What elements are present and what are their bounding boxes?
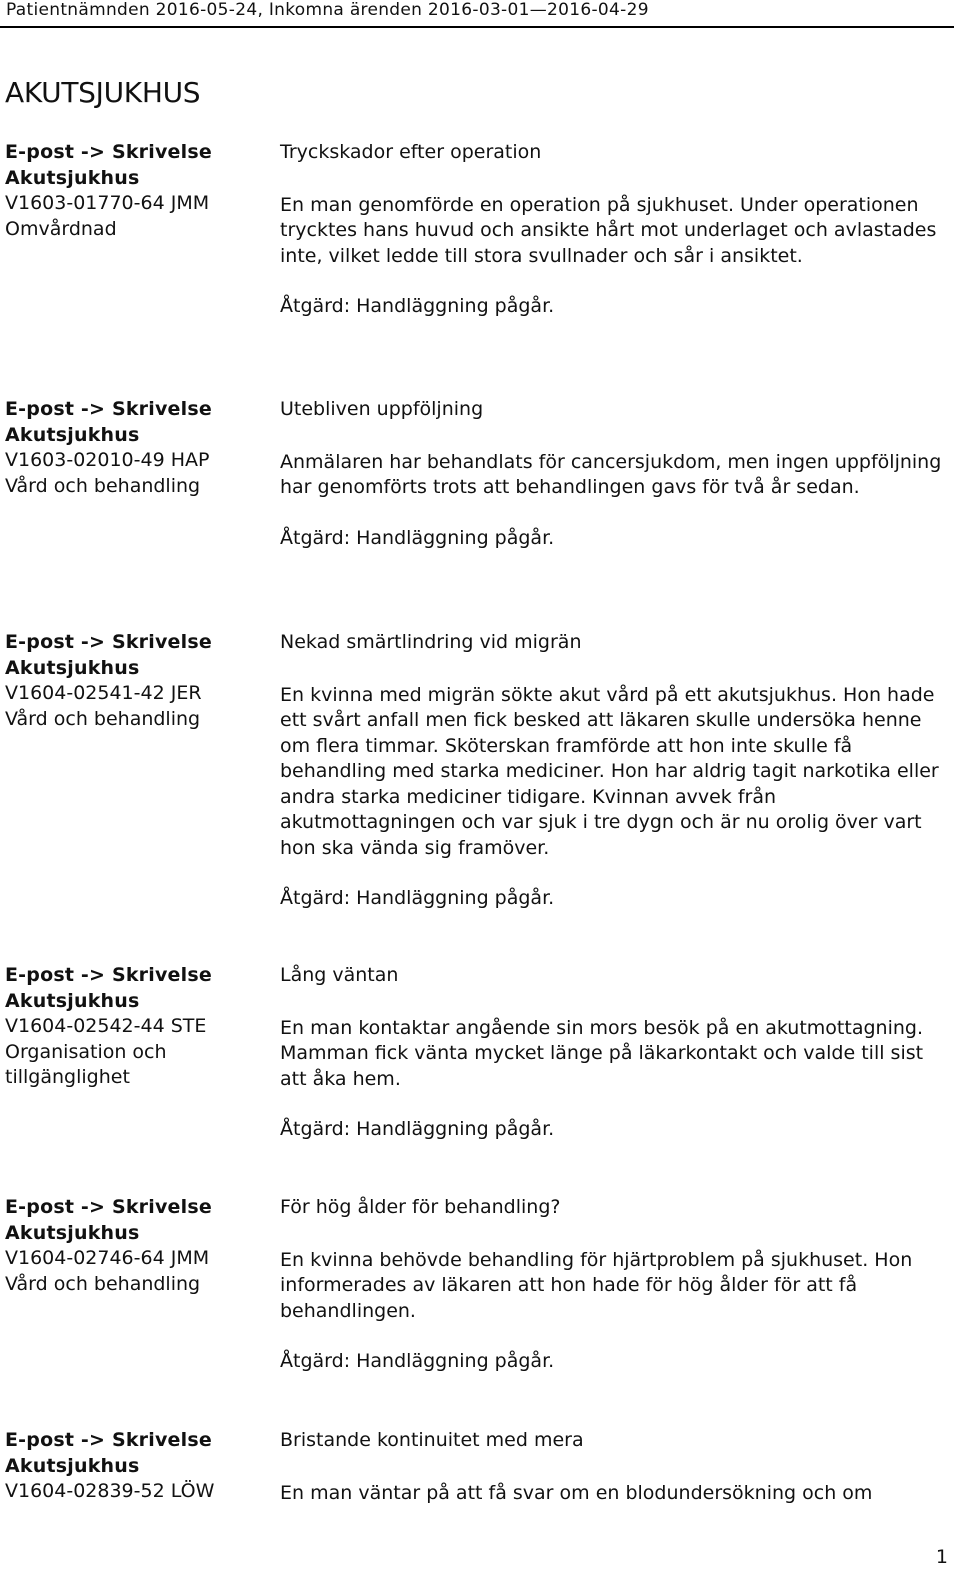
case-action: Åtgärd: Handläggning pågår. bbox=[280, 1118, 555, 1140]
case-title: Bristande kontinuitet med mera bbox=[280, 1429, 584, 1451]
case-meta bbox=[0, 1195, 280, 1375]
case-description: Anmälaren har behandlats för cancersjukdom, men ingen uppföljning har genomförts trots att behandlingen gavs för två år sedan. bbox=[280, 450, 942, 498]
case-title: För hög ålder för behandling? bbox=[280, 1196, 561, 1218]
case-body bbox=[280, 397, 950, 551]
case-title: Lång väntan bbox=[280, 964, 399, 986]
case-id: V1604-02542-44 STE bbox=[5, 1015, 207, 1037]
case-description: En man kontaktar angående sin mors besök på en akutmottagning. Mamman fick vänta mycket länge på läkarkontakt och valde till sist att åka hem. bbox=[280, 1016, 924, 1090]
case-category: Vård och behandling bbox=[5, 474, 201, 497]
case-channel: E-post -> Skrivelse bbox=[5, 964, 212, 986]
case-entry bbox=[0, 397, 950, 551]
case-action: Åtgärd: Handläggning pågår. bbox=[280, 1350, 555, 1372]
case-description: En kvinna behövde behandling för hjärtproblem på sjukhuset. Hon informerades av läkaren att hon hade för hög ålder för att få behandlingen. bbox=[280, 1248, 913, 1322]
case-unit: Akutsjukhus bbox=[5, 1221, 140, 1244]
case-entry bbox=[0, 140, 950, 320]
case-id: V1604-02541-42 JER bbox=[5, 682, 202, 704]
case-entry bbox=[0, 963, 950, 1143]
case-description: En man genomförde en operation på sjukhuset. Under operationen trycktes hans huvud och ansikte hårt mot underlaget och avlastades inte, vilket ledde till stora svullnader och sår i ansiktet. bbox=[280, 193, 937, 267]
case-meta bbox=[0, 140, 280, 320]
case-meta bbox=[0, 963, 280, 1143]
case-title: Utebliven uppföljning bbox=[280, 398, 484, 420]
case-entry bbox=[0, 630, 950, 912]
case-unit: Akutsjukhus bbox=[5, 1454, 140, 1477]
case-meta bbox=[0, 630, 280, 912]
section-title: AKUTSJUKHUS bbox=[5, 76, 201, 109]
case-body bbox=[280, 1428, 950, 1531]
case-category: Vård och behandling bbox=[5, 707, 201, 730]
case-action: Åtgärd: Handläggning pågår. bbox=[280, 887, 555, 909]
case-category: Organisation och tillgänglighet bbox=[5, 1040, 167, 1088]
case-action: Åtgärd: Handläggning pågår. bbox=[280, 526, 555, 549]
case-unit: Akutsjukhus bbox=[5, 423, 140, 446]
page-header bbox=[0, 0, 954, 28]
case-unit: Akutsjukhus bbox=[5, 989, 140, 1012]
case-entry bbox=[0, 1428, 950, 1531]
case-description: En kvinna med migrän sökte akut vård på ett akutsjukhus. Hon hade ett svårt anfall men fick besked att läkaren skulle undersöka henne om flera timmar. Sköterskan framförde att hon inte skulle få behandling med starka mediciner. Hon har aldrig tagit narkotika eller andra starka mediciner tidigare. Kvinnan avvek från akutmottagningen och var sjuk i tre dygn och är nu orolig över vart hon ska vända sig framöver. bbox=[280, 683, 939, 859]
case-title: Nekad smärtlindring vid migrän bbox=[280, 631, 582, 653]
case-body bbox=[280, 140, 950, 320]
case-category: Vård och behandling bbox=[5, 1272, 201, 1295]
case-channel: E-post -> Skrivelse bbox=[5, 1429, 212, 1451]
case-description: En man väntar på att få svar om en blodundersökning och om bbox=[280, 1481, 873, 1504]
case-channel: E-post -> Skrivelse bbox=[5, 1196, 212, 1218]
case-id: V1603-01770-64 JMM bbox=[5, 192, 210, 214]
case-id: V1604-02746-64 JMM bbox=[5, 1247, 210, 1269]
case-id: V1604-02839-52 LÖW bbox=[5, 1480, 215, 1502]
case-title: Tryckskador efter operation bbox=[280, 141, 542, 163]
case-body bbox=[280, 1195, 950, 1375]
case-category: Omvårdnad bbox=[5, 217, 117, 240]
case-channel: E-post -> Skrivelse bbox=[5, 631, 212, 653]
case-channel: E-post -> Skrivelse bbox=[5, 141, 212, 163]
header-text: Patientnämnden 2016-05-24, Inkomna ärenden 2016-03-01—2016-04-29 bbox=[6, 0, 649, 20]
case-entry bbox=[0, 1195, 950, 1375]
case-action: Åtgärd: Handläggning pågår. bbox=[280, 295, 555, 317]
page-number: 1 bbox=[935, 1546, 948, 1568]
case-unit: Akutsjukhus bbox=[5, 656, 140, 679]
case-body bbox=[280, 630, 950, 912]
case-channel: E-post -> Skrivelse bbox=[5, 398, 212, 420]
case-meta bbox=[0, 397, 280, 551]
case-meta bbox=[0, 1428, 280, 1531]
case-id: V1603-02010-49 HAP bbox=[5, 449, 210, 471]
case-body bbox=[280, 963, 950, 1143]
case-unit: Akutsjukhus bbox=[5, 166, 140, 189]
